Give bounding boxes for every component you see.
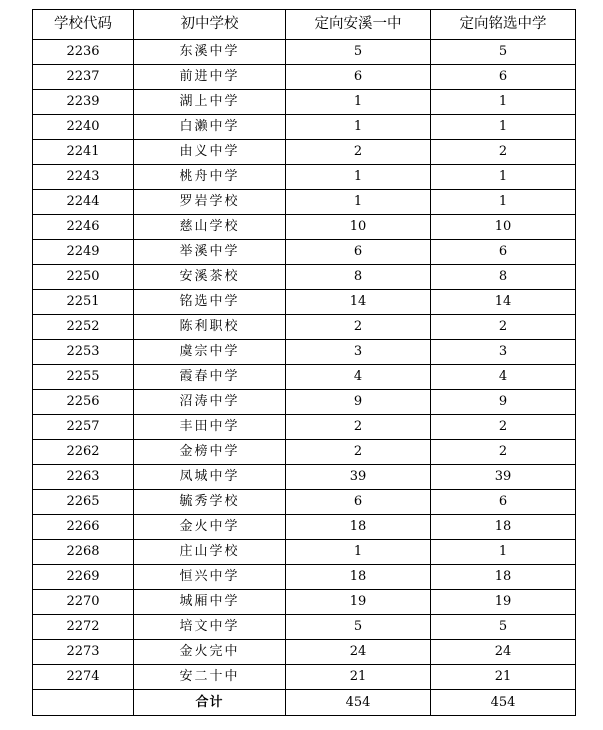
- table-row: [33, 140, 576, 165]
- school-name-cell: 由义中学: [134, 140, 286, 165]
- school-name-cell: 湖上中学: [134, 90, 286, 115]
- mingxuan-quota-cell: 2: [431, 315, 576, 340]
- table-row: [33, 290, 576, 315]
- anxi-yizhong-quota-cell: 3: [286, 340, 431, 365]
- school-name-cell: 白濑中学: [134, 115, 286, 140]
- school-code-cell: 2269: [33, 565, 134, 590]
- school-name-cell: 东溪中学: [134, 40, 286, 65]
- anxi-yizhong-quota-cell: 24: [286, 640, 431, 665]
- school-name-cell: 陈利职校: [134, 315, 286, 340]
- table-row: [33, 390, 576, 415]
- school-code-cell: 2256: [33, 390, 134, 415]
- table-row: [33, 315, 576, 340]
- school-code-cell: 2270: [33, 590, 134, 615]
- mingxuan-quota-cell: 39: [431, 465, 576, 490]
- anxi-yizhong-quota-cell: 39: [286, 465, 431, 490]
- mingxuan-quota-cell: 1: [431, 115, 576, 140]
- anxi-yizhong-quota-cell: 6: [286, 65, 431, 90]
- table-row: [33, 90, 576, 115]
- mingxuan-quota-cell: 2: [431, 440, 576, 465]
- school-name-cell: 安二十中: [134, 665, 286, 690]
- school-name-cell: 金火中学: [134, 515, 286, 540]
- mingxuan-quota-cell: 3: [431, 340, 576, 365]
- anxi-yizhong-quota-cell: 19: [286, 590, 431, 615]
- mingxuan-quota-cell: 4: [431, 365, 576, 390]
- anxi-yizhong-quota-cell: 18: [286, 565, 431, 590]
- school-name-cell: 凤城中学: [134, 465, 286, 490]
- school-code-cell: 2263: [33, 465, 134, 490]
- school-code-cell: 2250: [33, 265, 134, 290]
- school-name-cell: 罗岩学校: [134, 190, 286, 215]
- school-code-cell: 2236: [33, 40, 134, 65]
- mingxuan-quota-cell: 1: [431, 90, 576, 115]
- mingxuan-quota-cell: 9: [431, 390, 576, 415]
- mingxuan-quota-cell: 1: [431, 165, 576, 190]
- anxi-yizhong-quota-cell: 1: [286, 540, 431, 565]
- mingxuan-quota-cell: 5: [431, 40, 576, 65]
- anxi-yizhong-quota-cell: 4: [286, 365, 431, 390]
- table-row: [33, 365, 576, 390]
- total-code-cell: [33, 690, 134, 716]
- table-row: [33, 65, 576, 90]
- school-name-cell: 举溪中学: [134, 240, 286, 265]
- school-name-cell: 桃舟中学: [134, 165, 286, 190]
- header-middle-school: 初中学校: [134, 10, 286, 40]
- school-code-cell: 2237: [33, 65, 134, 90]
- school-name-cell: 城厢中学: [134, 590, 286, 615]
- anxi-yizhong-quota-cell: 10: [286, 215, 431, 240]
- table-row: [33, 240, 576, 265]
- table-row: [33, 615, 576, 640]
- school-name-cell: 毓秀学校: [134, 490, 286, 515]
- school-code-cell: 2273: [33, 640, 134, 665]
- table-row: [33, 340, 576, 365]
- anxi-yizhong-quota-cell: 2: [286, 415, 431, 440]
- school-name-cell: 虞宗中学: [134, 340, 286, 365]
- school-code-cell: 2241: [33, 140, 134, 165]
- school-code-cell: 2252: [33, 315, 134, 340]
- anxi-yizhong-quota-cell: 14: [286, 290, 431, 315]
- school-code-cell: 2262: [33, 440, 134, 465]
- anxi-yizhong-quota-cell: 6: [286, 490, 431, 515]
- anxi-yizhong-quota-cell: 2: [286, 140, 431, 165]
- total-anxi-yizhong: 454: [286, 690, 431, 716]
- mingxuan-quota-cell: 8: [431, 265, 576, 290]
- school-name-cell: 慈山学校: [134, 215, 286, 240]
- school-code-cell: 2240: [33, 115, 134, 140]
- school-code-cell: 2246: [33, 215, 134, 240]
- anxi-yizhong-quota-cell: 2: [286, 315, 431, 340]
- mingxuan-quota-cell: 2: [431, 415, 576, 440]
- table-row: [33, 465, 576, 490]
- table-row: [33, 540, 576, 565]
- mingxuan-quota-cell: 19: [431, 590, 576, 615]
- header-anxi-yizhong: 定向安溪一中: [286, 10, 431, 40]
- school-name-cell: 金火完中: [134, 640, 286, 665]
- table-row: [33, 215, 576, 240]
- mingxuan-quota-cell: 18: [431, 565, 576, 590]
- school-code-cell: 2272: [33, 615, 134, 640]
- anxi-yizhong-quota-cell: 21: [286, 665, 431, 690]
- school-code-cell: 2253: [33, 340, 134, 365]
- mingxuan-quota-cell: 1: [431, 540, 576, 565]
- school-code-cell: 2251: [33, 290, 134, 315]
- table-row: [33, 640, 576, 665]
- school-name-cell: 金榜中学: [134, 440, 286, 465]
- table-row: [33, 115, 576, 140]
- school-name-cell: 霞春中学: [134, 365, 286, 390]
- anxi-yizhong-quota-cell: 5: [286, 40, 431, 65]
- school-name-cell: 庄山学校: [134, 540, 286, 565]
- school-name-cell: 恒兴中学: [134, 565, 286, 590]
- table-row: [33, 440, 576, 465]
- mingxuan-quota-cell: 14: [431, 290, 576, 315]
- anxi-yizhong-quota-cell: 1: [286, 165, 431, 190]
- mingxuan-quota-cell: 21: [431, 665, 576, 690]
- school-code-cell: 2249: [33, 240, 134, 265]
- mingxuan-quota-cell: 2: [431, 140, 576, 165]
- total-row: [33, 690, 576, 716]
- anxi-yizhong-quota-cell: 2: [286, 440, 431, 465]
- total-mingxuan: 454: [431, 690, 576, 716]
- header-row: [33, 10, 576, 40]
- mingxuan-quota-cell: 1: [431, 190, 576, 215]
- school-code-cell: 2268: [33, 540, 134, 565]
- header-mingxuan: 定向铭选中学: [431, 10, 576, 40]
- mingxuan-quota-cell: 10: [431, 215, 576, 240]
- school-code-cell: 2255: [33, 365, 134, 390]
- school-name-cell: 丰田中学: [134, 415, 286, 440]
- anxi-yizhong-quota-cell: 8: [286, 265, 431, 290]
- mingxuan-quota-cell: 6: [431, 240, 576, 265]
- mingxuan-quota-cell: 18: [431, 515, 576, 540]
- quota-table: [32, 9, 576, 716]
- table-row: [33, 590, 576, 615]
- anxi-yizhong-quota-cell: 1: [286, 190, 431, 215]
- mingxuan-quota-cell: 6: [431, 490, 576, 515]
- school-name-cell: 安溪茶校: [134, 265, 286, 290]
- anxi-yizhong-quota-cell: 18: [286, 515, 431, 540]
- table-row: [33, 665, 576, 690]
- anxi-yizhong-quota-cell: 9: [286, 390, 431, 415]
- school-code-cell: 2257: [33, 415, 134, 440]
- anxi-yizhong-quota-cell: 6: [286, 240, 431, 265]
- total-label: 合计: [134, 690, 286, 716]
- school-name-cell: 前进中学: [134, 65, 286, 90]
- school-code-cell: 2274: [33, 665, 134, 690]
- school-code-cell: 2266: [33, 515, 134, 540]
- school-name-cell: 铭选中学: [134, 290, 286, 315]
- table-row: [33, 265, 576, 290]
- header-school-code: 学校代码: [33, 10, 134, 40]
- school-code-cell: 2265: [33, 490, 134, 515]
- anxi-yizhong-quota-cell: 5: [286, 615, 431, 640]
- school-code-cell: 2244: [33, 190, 134, 215]
- anxi-yizhong-quota-cell: 1: [286, 115, 431, 140]
- table-row: [33, 40, 576, 65]
- mingxuan-quota-cell: 24: [431, 640, 576, 665]
- table-row: [33, 490, 576, 515]
- table-row: [33, 415, 576, 440]
- mingxuan-quota-cell: 6: [431, 65, 576, 90]
- school-name-cell: 培文中学: [134, 615, 286, 640]
- table-row: [33, 565, 576, 590]
- table-row: [33, 515, 576, 540]
- table-row: [33, 165, 576, 190]
- anxi-yizhong-quota-cell: 1: [286, 90, 431, 115]
- mingxuan-quota-cell: 5: [431, 615, 576, 640]
- school-code-cell: 2239: [33, 90, 134, 115]
- school-name-cell: 沼涛中学: [134, 390, 286, 415]
- school-code-cell: 2243: [33, 165, 134, 190]
- table-row: [33, 190, 576, 215]
